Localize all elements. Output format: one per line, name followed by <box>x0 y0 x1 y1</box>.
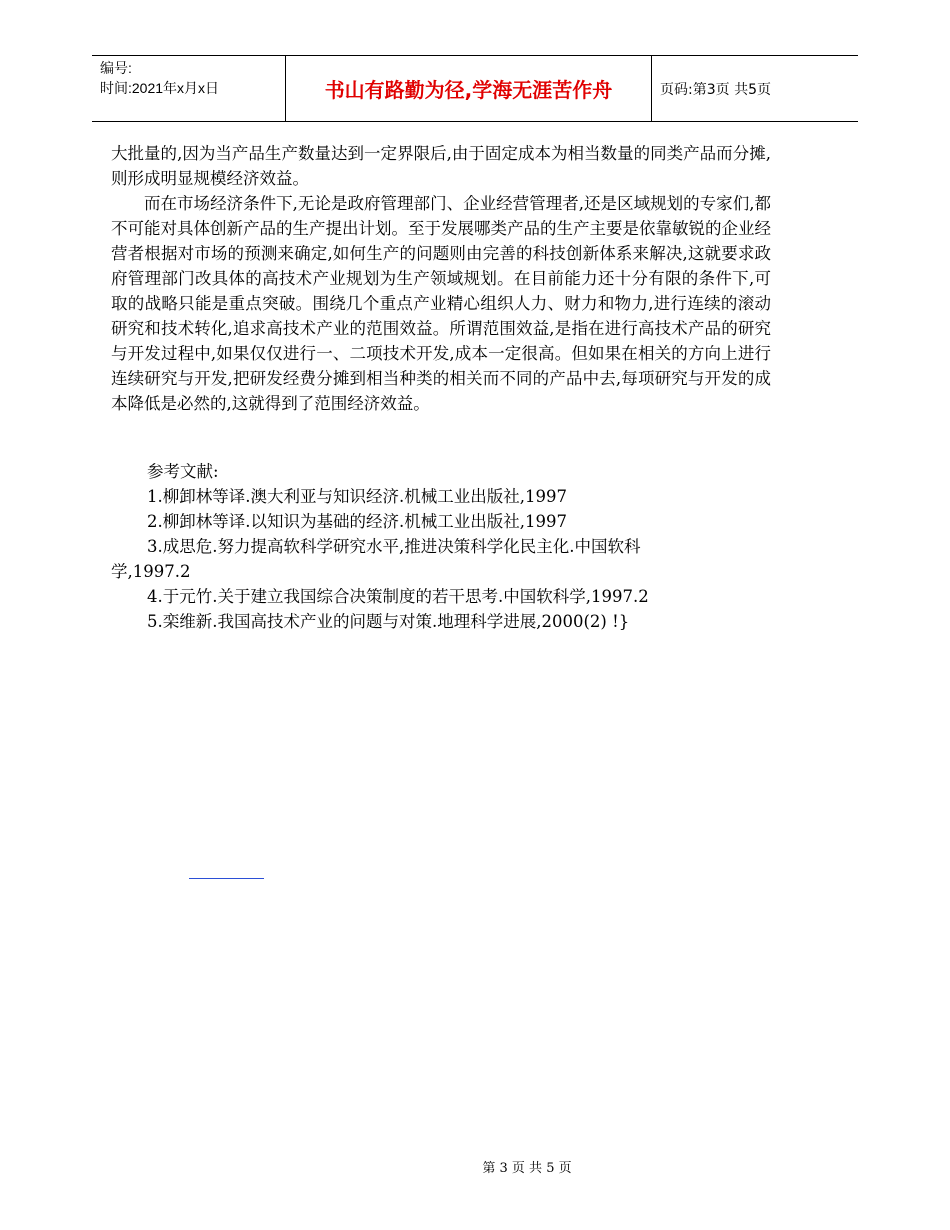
document-time-label: 时间:2021年x月x日 <box>100 80 220 96</box>
reference-item: 2.柳卸林等译.以知识为基础的经济.机械工业出版社,1997 <box>147 512 567 531</box>
paragraph-1: 大批量的,因为当产品生产数量达到一定界限后,由于固定成本为相当数量的同类产品而分摊,则形成明显规模经济效益。 <box>111 144 771 188</box>
paragraph-2: 而在市场经济条件下,无论是政府管理部门、企业经营管理者,还是区域规划的专家们,都不可能对具体创新产品的生产提出计划。至于发展哪类产品的生产主要是依靠敏锐的企业经营者根据对市场的预测来确定,如何生产的问题则由完善的科技创新体系来解决,这就要求政府管理部门改具体的高技术产业规划为生产领域规划。在目前能力还十分有限的条件下,可取的战略只能是重点突破。围绕几个重点产业精心组织人力、财力和物力,进行连续的滚动研究和技术转化,追求高技术产业的范围效益。所谓范围效益,是指在进行高技术产品的研究与开发过程中,如果仅仅进行一、二项技术开发,成本一定很高。但如果在相关的方向上进行连续研究与开发,把研发经费分摊到相当种类的相关而不同的产品中去,每项研究与开发的成本降低是必然的,这就得到了范围经济效益。 <box>111 194 771 413</box>
body-text <box>111 141 771 416</box>
footer-page-number: 第 3 页 共 5 页 <box>482 1161 572 1176</box>
reference-item: 1.柳卸林等译.澳大利亚与知识经济.机械工业出版社,1997 <box>147 487 567 506</box>
document-number-label: 编号: <box>100 60 132 76</box>
reference-item: 5.栾维新.我国高技术产业的问题与对策.地理科学进展,2000(2) !} <box>147 612 630 631</box>
page-footer <box>0 1157 950 1176</box>
hyperlink-underline[interactable] <box>189 878 264 879</box>
reference-item: 3.成思危.努力提高软科学研究水平,推进决策科学化民主化.中国软科 <box>147 537 641 556</box>
header-page-info: 页码:第3页 共5页 <box>660 81 771 98</box>
reference-item: 4.于元竹.关于建立我国综合决策制度的若干思考.中国软科学,1997.2 <box>147 587 649 606</box>
references-title: 参考文献: <box>147 462 219 481</box>
page-header <box>92 55 858 122</box>
reference-item-continuation: 学,1997.2 <box>111 562 191 581</box>
header-meta <box>92 56 285 121</box>
header-motto: 书山有路勤为径,学海无涯苦作舟 <box>285 56 652 121</box>
references-section <box>111 459 771 634</box>
